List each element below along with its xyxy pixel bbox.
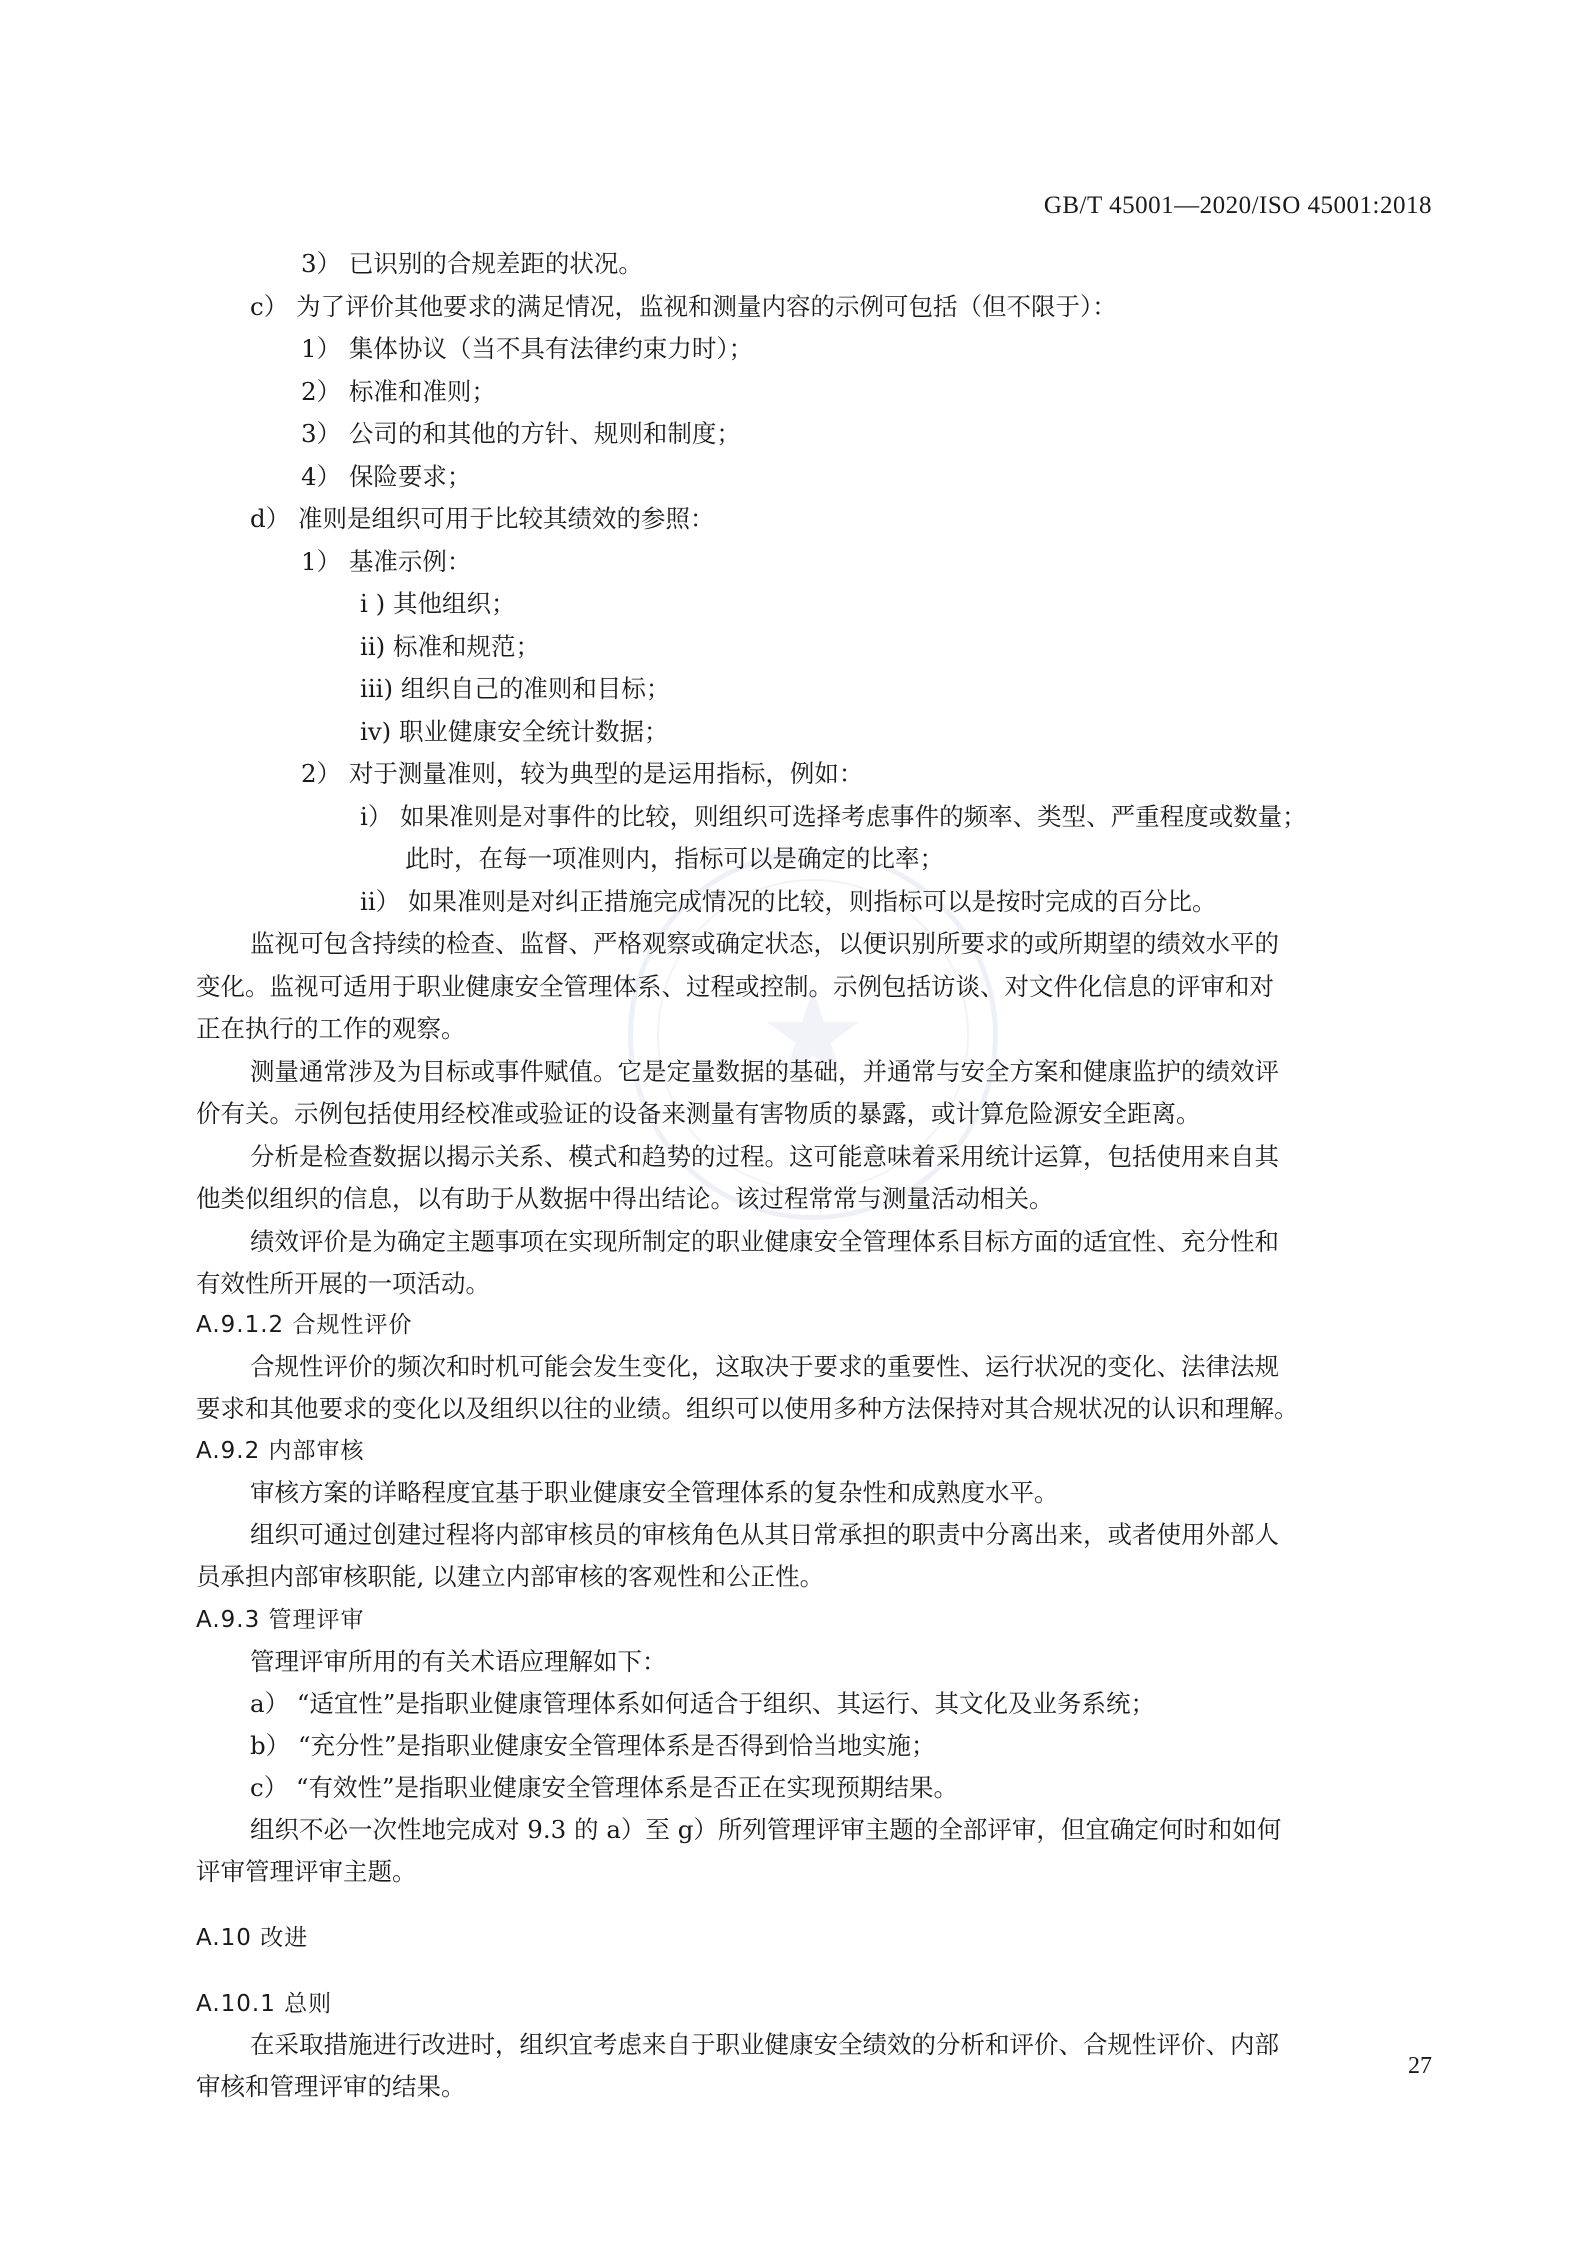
section-heading: A.9.3 管理评审 <box>196 1607 365 1633</box>
paragraph-line: 组织不必一次性地完成对 9.3 的 a）至 g）所列管理评审主题的全部评审，但宜确定何时和如何 <box>250 1815 1282 1844</box>
list-item: d） 准则是组织可用于比较其绩效的参照： <box>250 504 715 533</box>
paragraph-line: 价有关。示例包括使用经校准或验证的设备来测量有害物质的暴露，或计算危险源安全距离。 <box>196 1099 1201 1128</box>
list-item: ii) 标准和规范； <box>360 632 541 661</box>
list-item: 2） 标准和准则； <box>301 377 496 406</box>
paragraph-line: 正在执行的工作的观察。 <box>196 1014 466 1043</box>
standard-code-header: GB/T 45001—2020/ISO 45001:2018 <box>1043 192 1432 219</box>
list-item: b） “充分性”是指职业健康安全管理体系是否得到恰当地实施； <box>250 1731 936 1760</box>
paragraph-line: 有效性所开展的一项活动。 <box>196 1269 490 1298</box>
section-heading: A.10.1 总则 <box>196 1991 333 2017</box>
list-item: ii） 如果准则是对纠正措施完成情况的比较，则指标可以是按时完成的百分比。 <box>360 887 1217 916</box>
paragraph-line: 员承担内部审核职能, 以建立内部审核的客观性和公正性。 <box>196 1562 825 1591</box>
paragraph-line: 组织可通过创建过程将内部审核员的审核角色从其日常承担的职责中分离出来，或者使用外部人 <box>250 1520 1279 1549</box>
list-item: 1） 集体协议（当不具有法律约束力时）； <box>301 334 754 363</box>
paragraph-line: 绩效评价是为确定主题事项在实现所制定的职业健康安全管理体系目标方面的适宜性、充分性和 <box>250 1227 1279 1256</box>
paragraph-line: 在采取措施进行改进时，组织宜考虑来自于职业健康安全绩效的分析和评价、合规性评价、内部 <box>250 2030 1279 2059</box>
list-item: 2） 对于测量准则，较为典型的是运用指标，例如： <box>301 759 864 788</box>
list-item: iii) 组织自己的准则和目标； <box>360 674 671 703</box>
paragraph-line: 要求和其他要求的变化以及组织以往的业绩。组织可以使用多种方法保持对其合规状况的认识和理解。 <box>196 1394 1299 1423</box>
list-item: 此时，在每一项准则内，指标可以是确定的比率； <box>405 844 944 873</box>
list-item: c） 为了评价其他要求的满足情况，监视和测量内容的示例可包括（但不限于）： <box>250 292 1117 321</box>
stamp-star-icon: ★ <box>759 965 867 1105</box>
list-item: 4） 保险要求； <box>301 462 472 491</box>
paragraph-line: 管理评审所用的有关术语应理解如下： <box>250 1647 667 1676</box>
paragraph-line: 评审管理评审主题。 <box>196 1857 417 1886</box>
list-item: i ) 其他组织； <box>360 589 516 618</box>
list-item: a） “适宜性”是指职业健康管理体系如何适合于组织、其运行、其文化及业务系统； <box>250 1689 1155 1718</box>
paragraph-line: 他类似组织的信息，以有助于从数据中得出结论。该过程常常与测量活动相关。 <box>196 1184 1054 1213</box>
page-number: 27 <box>1408 2053 1432 2079</box>
paragraph-line: 合规性评价的频次和时机可能会发生变化，这取决于要求的重要性、运行状况的变化、法律法规 <box>250 1352 1279 1381</box>
paragraph-line: 变化。监视可适用于职业健康安全管理体系、过程或控制。示例包括访谈、对文件化信息的评审和对 <box>196 972 1274 1001</box>
paragraph-line: 审核和管理评审的结果。 <box>196 2072 466 2101</box>
paragraph-line: 监视可包含持续的检查、监督、严格观察或确定状态，以便识别所要求的或所期望的绩效水平的 <box>250 929 1279 958</box>
list-item: 3） 公司的和其他的方针、规则和制度； <box>301 419 741 448</box>
paragraph-line: 测量通常涉及为目标或事件赋值。它是定量数据的基础，并通常与安全方案和健康监护的绩效评 <box>250 1057 1279 1086</box>
list-item: i） 如果准则是对事件的比较，则组织可选择考虑事件的频率、类型、严重程度或数量； <box>360 802 1307 831</box>
list-item: c） “有效性”是指职业健康安全管理体系是否正在实现预期结果。 <box>250 1773 959 1802</box>
section-heading: A.9.1.2 合规性评价 <box>196 1312 413 1338</box>
section-heading: A.10 改进 <box>196 1925 309 1951</box>
paragraph-line: 分析是检查数据以揭示关系、模式和趋势的过程。这可能意味着采用统计运算，包括使用来自其 <box>250 1142 1279 1171</box>
list-item: 3） 已识别的合规差距的状况。 <box>301 249 643 278</box>
list-item: 1） 基准示例： <box>301 547 472 576</box>
section-heading: A.9.2 内部审核 <box>196 1438 365 1464</box>
paragraph-line: 审核方案的详略程度宜基于职业健康安全管理体系的复杂性和成熟度水平。 <box>250 1478 1059 1507</box>
list-item: iv) 职业健康安全统计数据； <box>360 717 669 746</box>
